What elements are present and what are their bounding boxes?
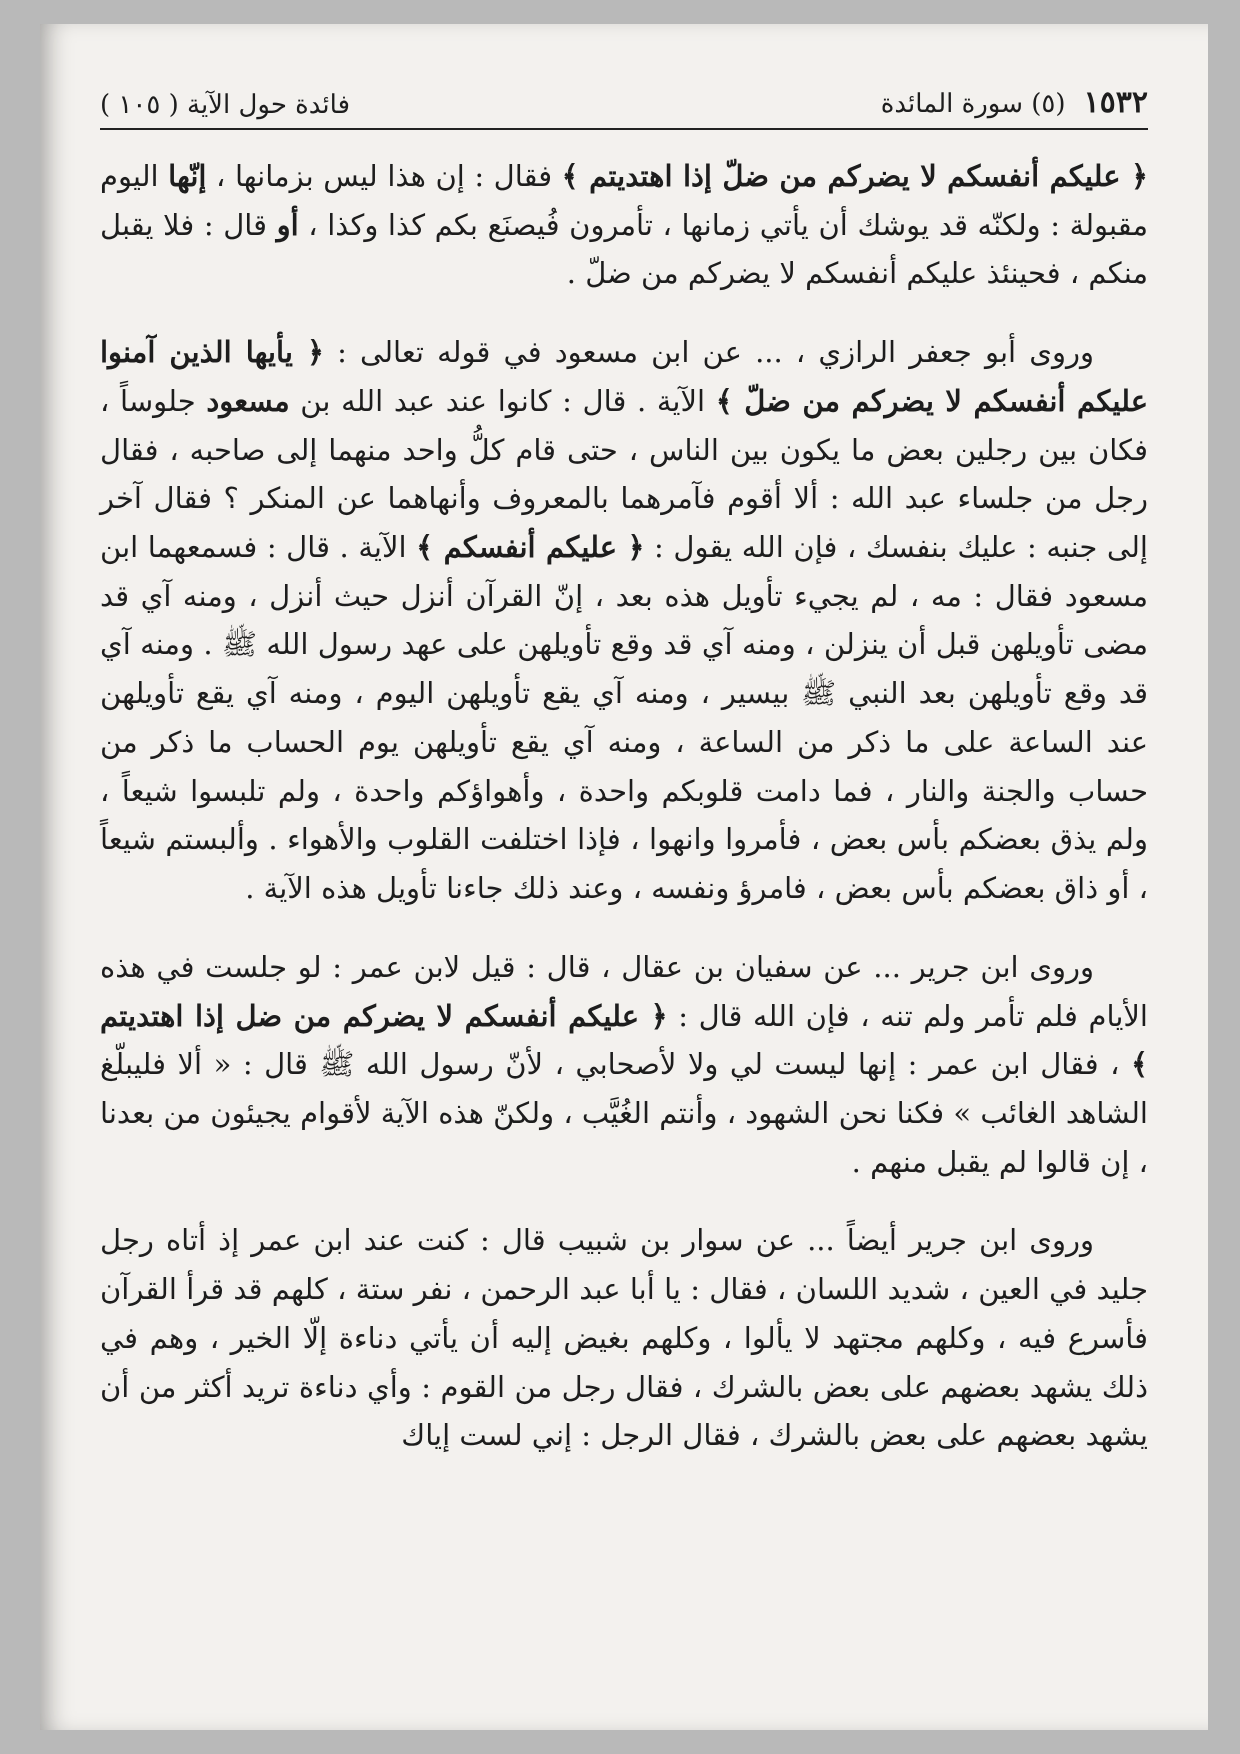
quran-quote: ﴿ عليكم أنفسكم لا يضركم من ضل إذا اهتديتم ﴾ (100, 998, 1148, 1082)
paragraph-4 (100, 1216, 1148, 1460)
paragraph-3 (100, 943, 1148, 1187)
quran-quote: ﴿ عليكم أنفسكم ﴾ (416, 530, 645, 565)
quran-quote: ﴿ عليكم أنفسكم لا يضركم من ضلّ إذا اهتديتم ﴾ (561, 159, 1148, 193)
running-header (100, 72, 1148, 130)
section-title: فائدة حول الآية ( ١٠٥ ) (100, 90, 351, 120)
page-body (100, 152, 1148, 1490)
surah-title: (٥) سورة المائدة (880, 89, 1066, 119)
text-run: وروى أبو جعفر الرازي ، ... عن ابن مسعود في قوله تعالى : (323, 335, 1094, 370)
bold-word: أو (276, 207, 299, 242)
book-page (40, 24, 1208, 1730)
paragraph-2 (100, 328, 1148, 913)
header-right-group (881, 85, 1148, 120)
text-run: وروى ابن جرير ... عن سفيان بن عقال ، قال : قيل لابن عمر : لو جلست في هذه الأيام فلم تأمر ولم تنه ، فإن الله قال : (100, 949, 1148, 1033)
text-run: ، فقال ابن عمر : إنها ليست لي ولا لأصحابي ، لأنّ رسول الله ﷺ قال : « ألا فليبلّغ الشاهد الغائب » فكنا نحن الشهود ، وأنتم الغُيَّب ، ولكنّ هذه الآية لأقوام يجيئون من بعدنا ، إن قالوا لم يقبل منهم . (100, 1047, 1148, 1179)
text-run: وروى ابن جرير أيضاً ... عن سوار بن شبيب قال : كنت عند ابن عمر إذ أتاه رجل جليد في العين ، شديد اللسان ، فقال : يا أبا عبد الرحمن ، نفر ستة ، كلهم قد قرأ القرآن فأسرع فيه ، وكلهم مجتهد لا يألوا ، وكلهم بغيض إليه أن يأتي دناءة إلّا الخير ، وهم في ذلك يشهد بعضهم على بعض بالشرك ، فقال رجل من القوم : وأي دناءة تريد أكثر من أن يشهد بعضهم على بعض بالشرك ، فقال الرجل : إني لست إياك (100, 1223, 1149, 1453)
text-run: الآية . قال : كانوا عند عبد الله بن (289, 383, 716, 418)
text-run: الآية . قال : فسمعهما ابن مسعود فقال : مه ، لم يجيء تأويل هذه بعد ، إنّ القرآن أنزل حيث أنزل ، ومنه آي قد مضى تأويلهن قبل أن ينزلن ، ومنه آي قد وقع تأويلهن على عهد رسول الله ﷺ . ومنه آي قد وقع تأويلهن بعد النبي ﷺ بيسير ، ومنه آي يقع تأويلهن اليوم ، ومنه آي يقع تأويلهن عند الساعة على ما ذكر من الساعة ، ومنه آي يقع تأويلهن يوم الحساب ما ذكر من حساب والجنة والنار ، فما دامت قلوبكم واحدة ، وأهواؤكم واحدة ، ولم تلبسوا شيعاً ، ولم يذق بعضكم بأس بعض ، فأمروا وانهوا ، فإذا اختلفت القلوب والأهواء . وألبستم شيعاً ، أو ذاق بعضكم بأس بعض ، فامرؤ ونفسه ، وعند ذلك جاءنا تأويل هذه الآية . (100, 530, 1148, 906)
text-run: اليوم مقبولة : ولكنّه قد يوشك أن يأتي زمانها ، تأمرون فُيصنَع بكم كذا وكذا ، (100, 159, 1148, 242)
paragraph-1 (100, 152, 1148, 298)
page-number: ١٥٣٢ (1083, 85, 1148, 120)
bold-word: إنّها (168, 159, 207, 193)
quran-quote: ﴿ يأيها الذين آمنوا عليكم أنفسكم لا يضركم من ضلّ ﴾ (100, 335, 1149, 418)
text-run: قال : فلا يقبل منكم ، فحينئذ عليكم أنفسكم لا يضركم من ضلّ . (100, 207, 1148, 291)
text-run: فقال : إن هذا ليس بزمانها ، (206, 159, 562, 193)
text-run: جلوساً ، فكان بين رجلين بعض ما يكون بين الناس ، حتى قام كلُّ واحد منهما إلى صاحبه ، فقال رجل من جلساء عبد الله : ألا أقوم فآمرهما بالمعروف وأنهاهما عن المنكر ؟ فقال آخر إلى جنبه : عليك بنفسك ، فإن الله يقول : (100, 383, 1148, 565)
bold-word: مسعود (206, 383, 290, 418)
